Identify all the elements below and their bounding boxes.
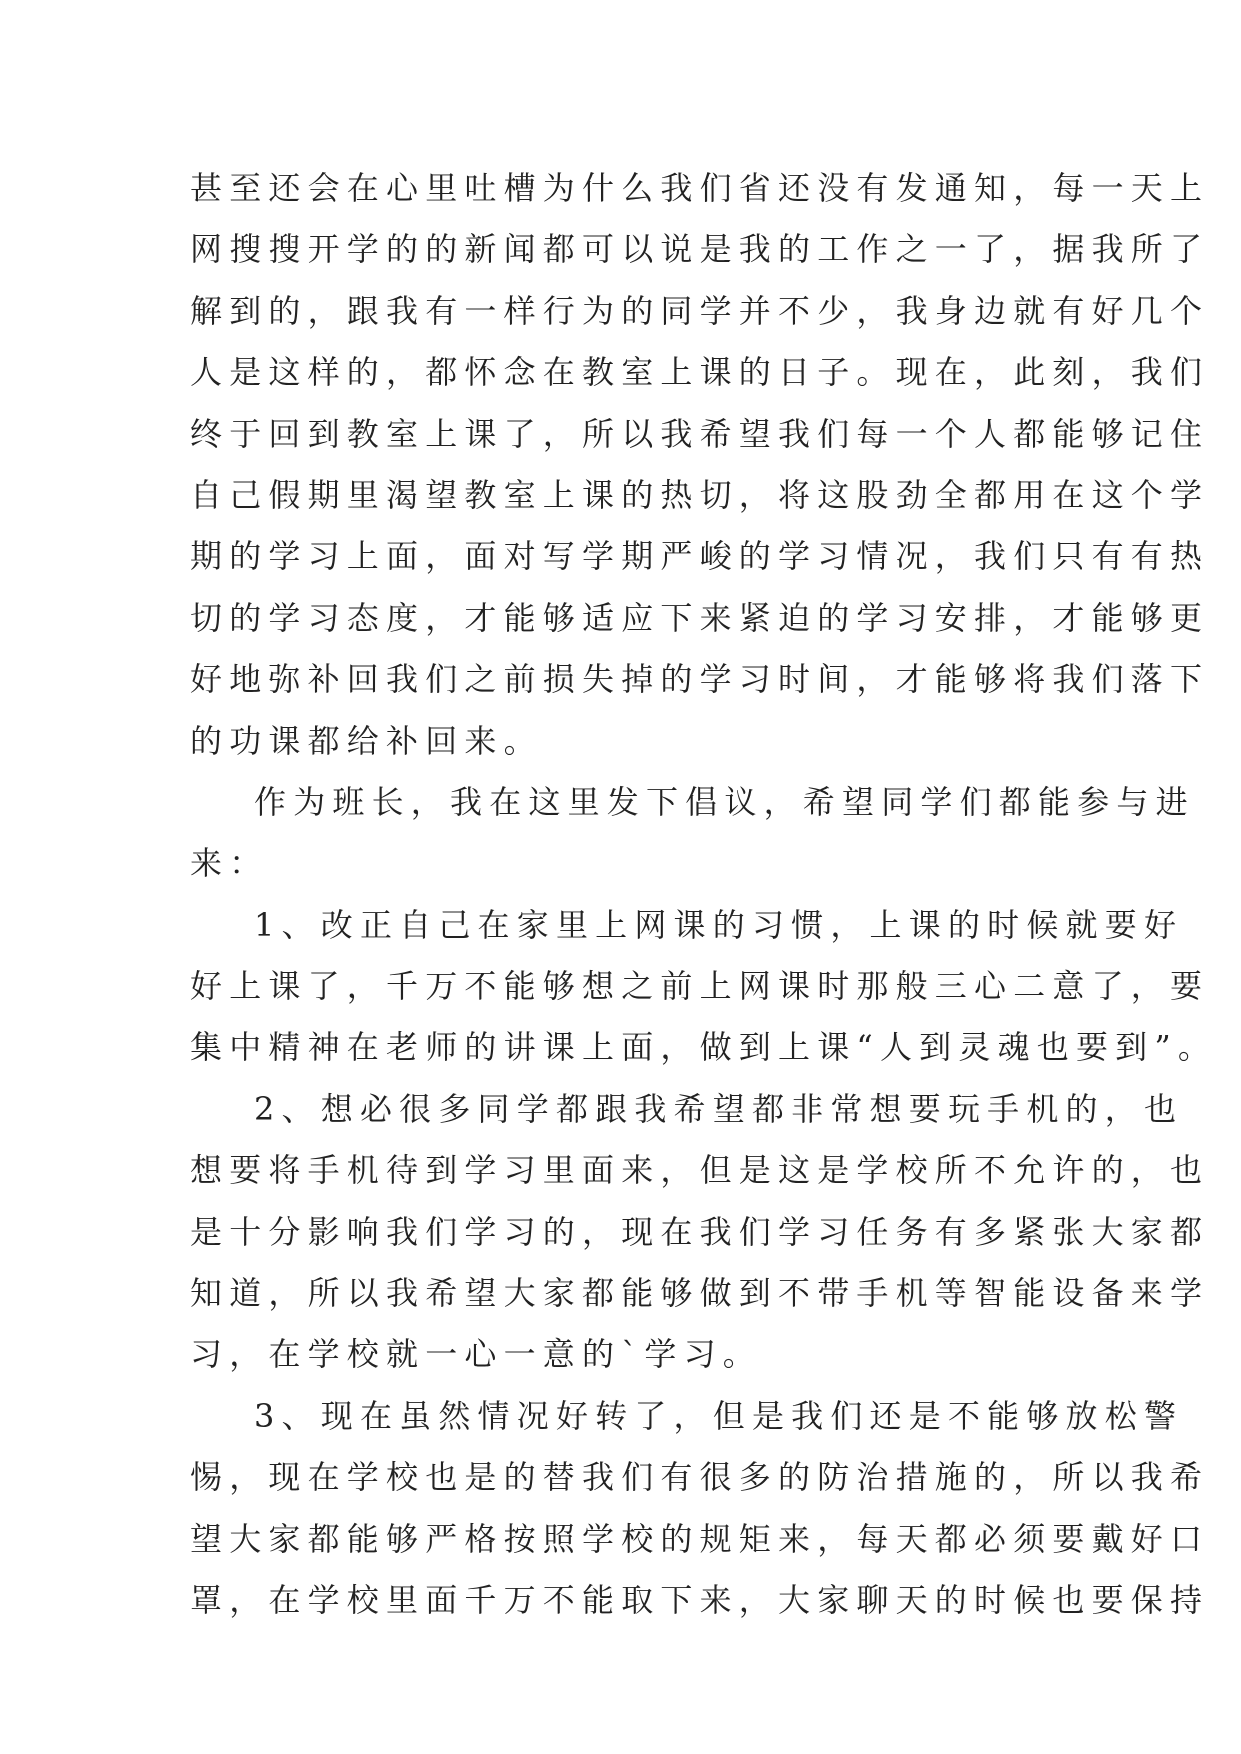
text-line: 罩，在学校里面千万不能取下来，大家聊天的时候也要保持 [190, 1580, 1210, 1619]
text-line: 甚至还会在心里吐槽为什么我们省还没有发通知，每一天上 [190, 169, 1210, 207]
paragraph-start-line: 作为班长，我在这里发下倡议，希望同学们都能参与进 [254, 782, 1195, 821]
text-line: 好地弥补回我们之前损失掉的学习时间，才能够将我们落下 [190, 660, 1210, 699]
text-line: 网搜搜开学的的新闻都可以说是我的工作之一了，据我所了 [190, 230, 1210, 269]
text-line: 惕，现在学校也是的替我们有很多的防治措施的，所以我希 [190, 1458, 1210, 1497]
text-line: 的功课都给补回来。 [190, 721, 543, 760]
text-line: 是十分影响我们学习的，现在我们学习任务有多紧张大家都 [190, 1212, 1210, 1251]
list-item-2-start: 2、想必很多同学都跟我希望都非常想要玩手机的，也 [254, 1089, 1184, 1128]
text-line: 解到的，跟我有一样行为的同学并不少，我身边就有好几个 [190, 291, 1210, 330]
text-line: 终于回到教室上课了，所以我希望我们每一个人都能够记住 [190, 414, 1210, 453]
text-line: 切的学习态度，才能够适应下来紧迫的学习安排，才能够更 [190, 598, 1210, 637]
text-line: 人是这样的，都怀念在教室上课的日子。现在，此刻，我们 [190, 353, 1210, 392]
text-line: 来： [190, 844, 269, 883]
text-line: 期的学习上面，面对写学期严峻的学习情况，我们只有有热 [190, 537, 1210, 576]
text-line: 习，在学校就一心一意的`学习。 [190, 1335, 763, 1374]
list-item-3-start: 3、现在虽然情况好转了，但是我们还是不能够放松警 [254, 1396, 1184, 1435]
text-line: 自己假期里渴望教室上课的热切，将这股劲全都用在这个学 [190, 475, 1210, 514]
text-line: 想要将手机待到学习里面来，但是这是学校所不允许的，也 [190, 1151, 1210, 1190]
text-line: 望大家都能够严格按照学校的规矩来，每天都必须要戴好口 [190, 1519, 1210, 1558]
text-line: 好上课了，千万不能够想之前上网课时那般三心二意了，要 [190, 967, 1210, 1006]
body-text [190, 158, 1218, 1631]
list-item-1-start: 1、改正自己在家里上网课的习惯，上课的时候就要好 [254, 905, 1184, 944]
text-line: 集中精神在老师的讲课上面，做到上课“人到灵魂也要到”。 [190, 1028, 1218, 1067]
text-line: 知道，所以我希望大家都能够做到不带手机等智能设备来学 [190, 1274, 1210, 1313]
